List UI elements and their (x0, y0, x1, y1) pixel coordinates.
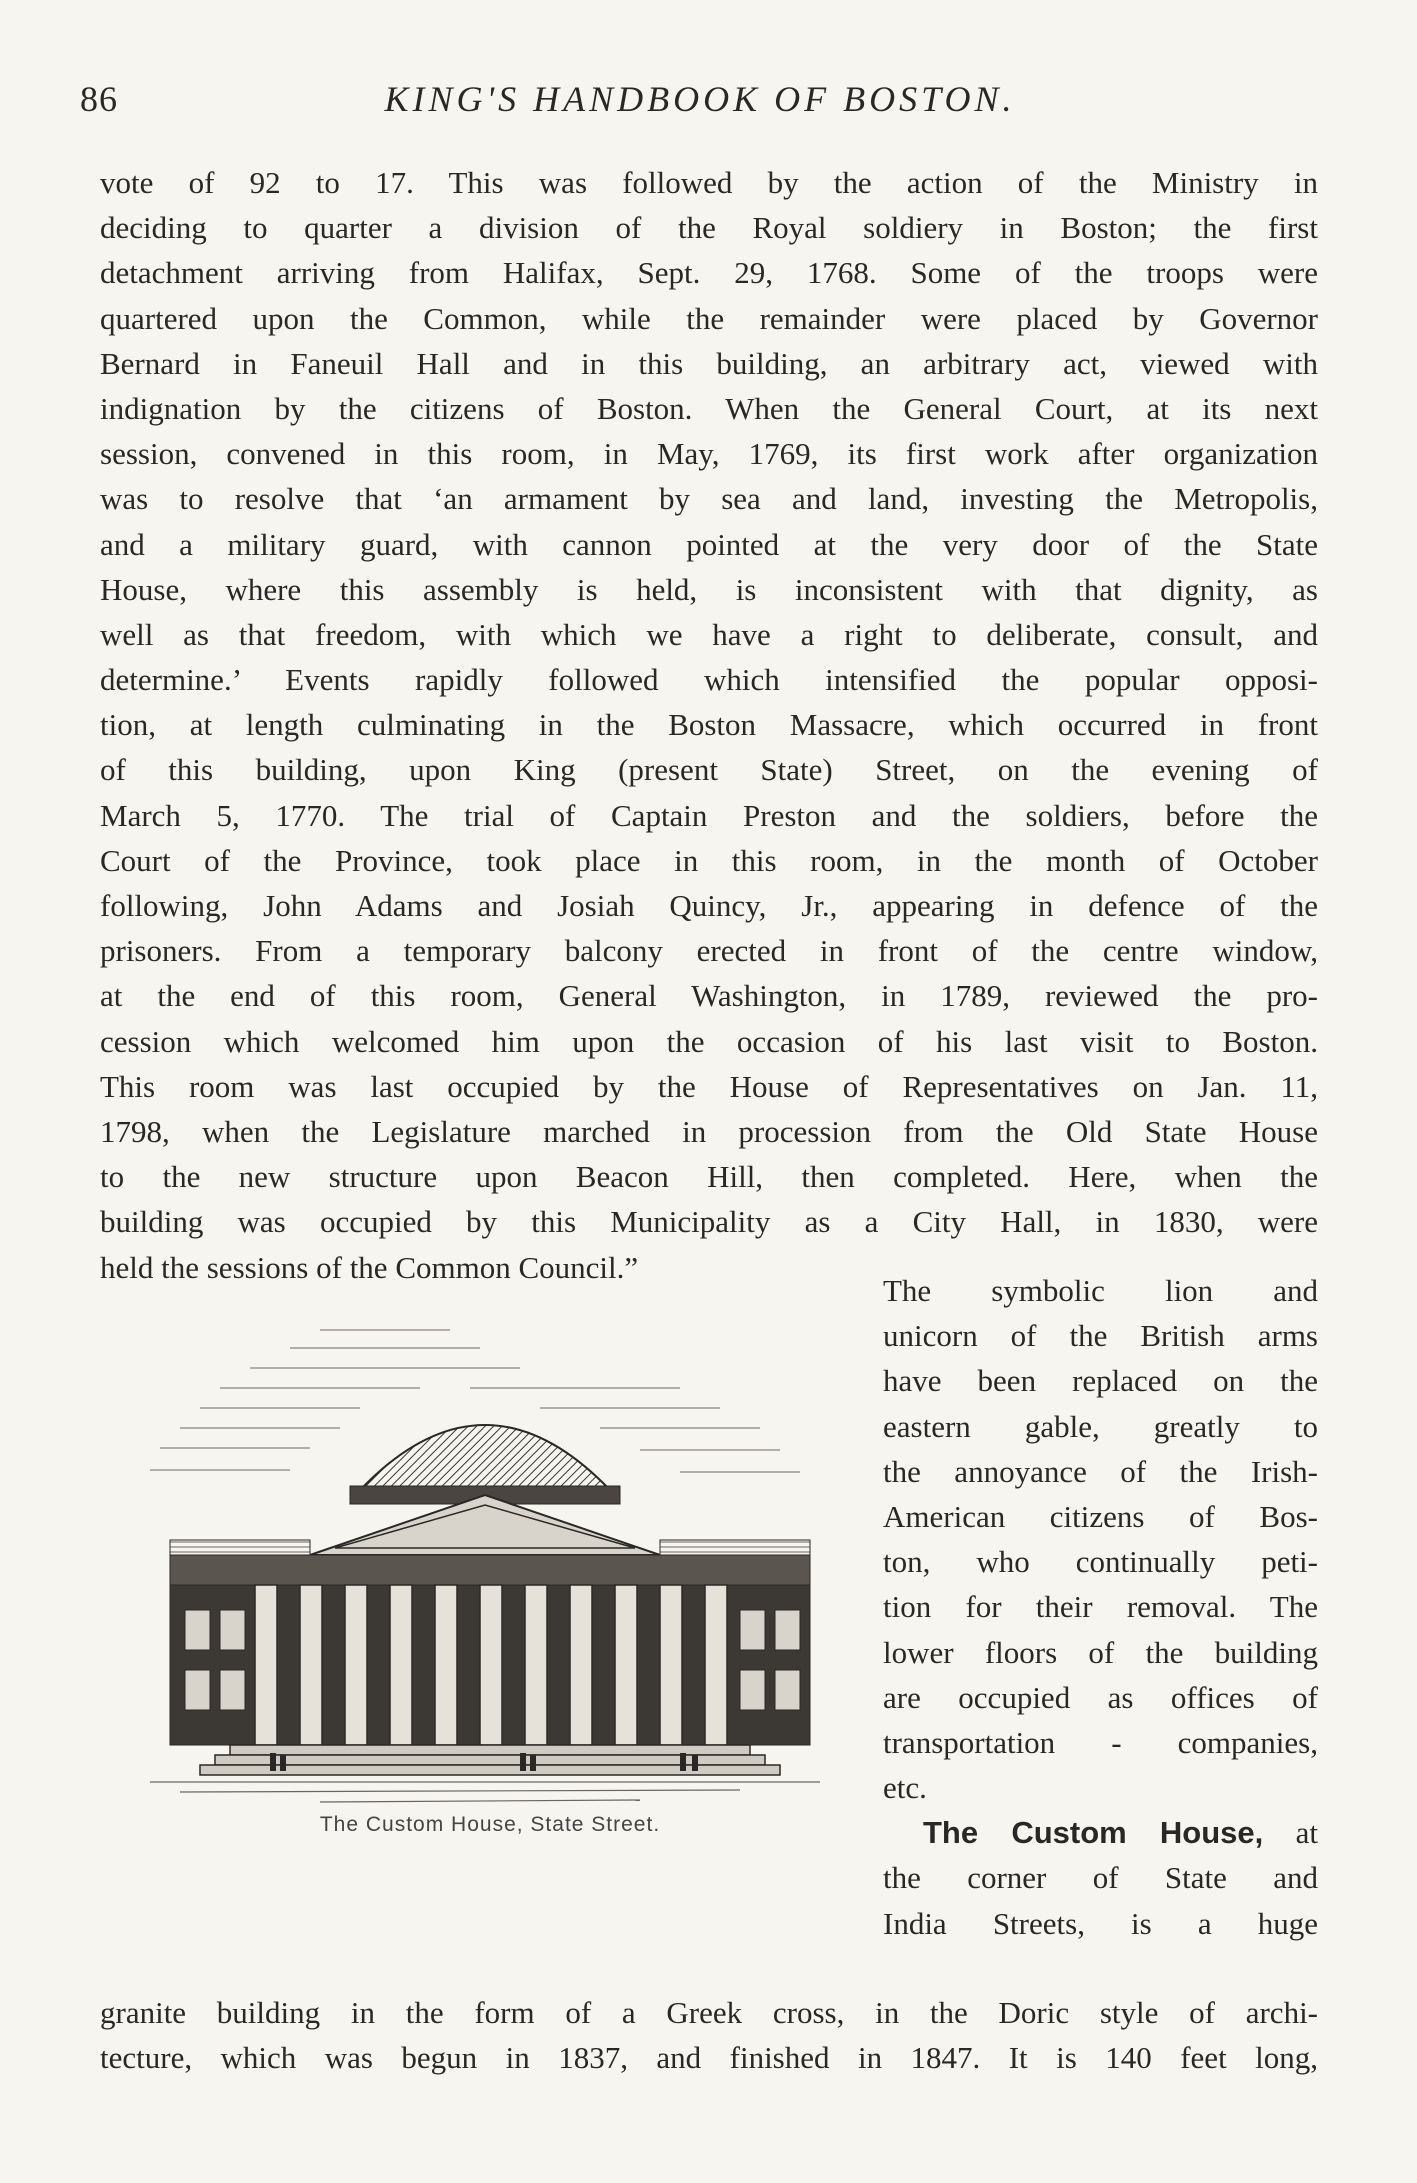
text-line: are occupied as offices of (883, 1679, 1318, 1715)
text-line: India Streets, is a huge (883, 1905, 1318, 1941)
text-line: unicorn of the British arms (883, 1318, 1318, 1354)
text-line: have been replaced on the (883, 1363, 1318, 1399)
text-line: at the end of this room, General Washington, in 1789, reviewed the pro- (100, 978, 1318, 1014)
text-line: tecture, which was begun in 1837, and finished in 1847. It is 140 feet long, (100, 2040, 1318, 2076)
text-line: tion for their removal. The (883, 1589, 1318, 1625)
text-line: building was occupied by this Municipality as a City Hall, in 1830, were (100, 1204, 1318, 1240)
text-line: session, convened in this room, in May, 1769, its first work after organization (100, 436, 1318, 472)
text-line: tion, at length culminating in the Boston Massacre, which occurred in front (100, 707, 1318, 743)
text-line: well as that freedom, with which we have a right to deliberate, consult, and (100, 616, 1318, 652)
text-line: Court of the Province, took place in this room, in the month of October (100, 842, 1318, 878)
text-line: detachment arriving from Halifax, Sept. 29, 1768. Some of the troops were (100, 255, 1318, 291)
text-line: House, where this assembly is held, is inconsistent with that dignity, as (100, 571, 1318, 607)
text-line: American citizens of Bos- (883, 1498, 1318, 1534)
page-header (80, 78, 1320, 128)
text-line: determine.’ Events rapidly followed which intensified the popular opposi- (100, 662, 1318, 698)
text-line: held the sessions of the Common Council.” (100, 1249, 639, 1285)
text-line: prisoners. From a temporary balcony erected in front of the centre window, (100, 933, 1318, 969)
text-line: quartered upon the Common, while the remainder were placed by Governor (100, 300, 1318, 336)
text-line: The symbolic lion and (883, 1273, 1318, 1308)
running-title: KING'S HANDBOOK OF BOSTON. (384, 79, 1016, 119)
text-line: to the new structure upon Beacon Hill, then completed. Here, when the (100, 1159, 1318, 1195)
custom-house-heading: The Custom House, (923, 1815, 1264, 1851)
text-line: Bernard in Faneuil Hall and in this building, an arbitrary act, viewed with (100, 345, 1318, 381)
text-line: vote of 92 to 17. This was followed by the action of the Ministry in (100, 165, 1318, 200)
custom-house-illustration (120, 1290, 860, 1845)
figure-caption: The Custom House, State Street. (319, 1813, 661, 1836)
custom-house-engraving (120, 1290, 860, 1810)
text-line: lower floors of the building (883, 1634, 1318, 1670)
body-text (100, 160, 1318, 1290)
text-line: following, John Adams and Josiah Quincy, Jr., appearing in defence of the (100, 888, 1318, 923)
text-line: the corner of State and (883, 1860, 1318, 1896)
text-line: This room was last occupied by the House of Representatives on Jan. 11, (100, 1068, 1318, 1104)
page-number: 86 (80, 79, 118, 119)
text-line: indignation by the citizens of Boston. When the General Court, at its next (100, 390, 1318, 426)
text-line: deciding to quarter a division of the Royal soldiery in Boston; the first (100, 210, 1318, 246)
text-line: was to resolve that ‘an armament by sea and land, investing the Metropolis, (100, 481, 1318, 517)
custom-house-heading-line (883, 1810, 1318, 1855)
bottom-text (100, 1990, 1318, 2080)
text-line: cession which welcomed him upon the occasion of his last visit to Boston. (100, 1023, 1318, 1059)
text-line: etc. (883, 1770, 927, 1806)
side-text (883, 1268, 1318, 1946)
text-line: transportation - companies, (883, 1724, 1318, 1760)
text-line: ton, who continually peti- (883, 1544, 1318, 1580)
text-line: and a military guard, with cannon pointed at the very door of the State (100, 526, 1318, 562)
text-line: March 5, 1770. The trial of Captain Preston and the soldiers, before the (100, 797, 1318, 833)
text-line: 1798, when the Legislature marched in procession from the Old State House (100, 1113, 1318, 1149)
text-line: of this building, upon King (present State) Street, on the evening of (100, 752, 1318, 788)
text-line: the annoyance of the Irish- (883, 1453, 1318, 1489)
custom-house-heading-rest: at (1263, 1815, 1318, 1851)
text-line: eastern gable, greatly to (883, 1408, 1318, 1444)
text-line: granite building in the form of a Greek cross, in the Doric style of archi- (100, 1995, 1318, 2030)
